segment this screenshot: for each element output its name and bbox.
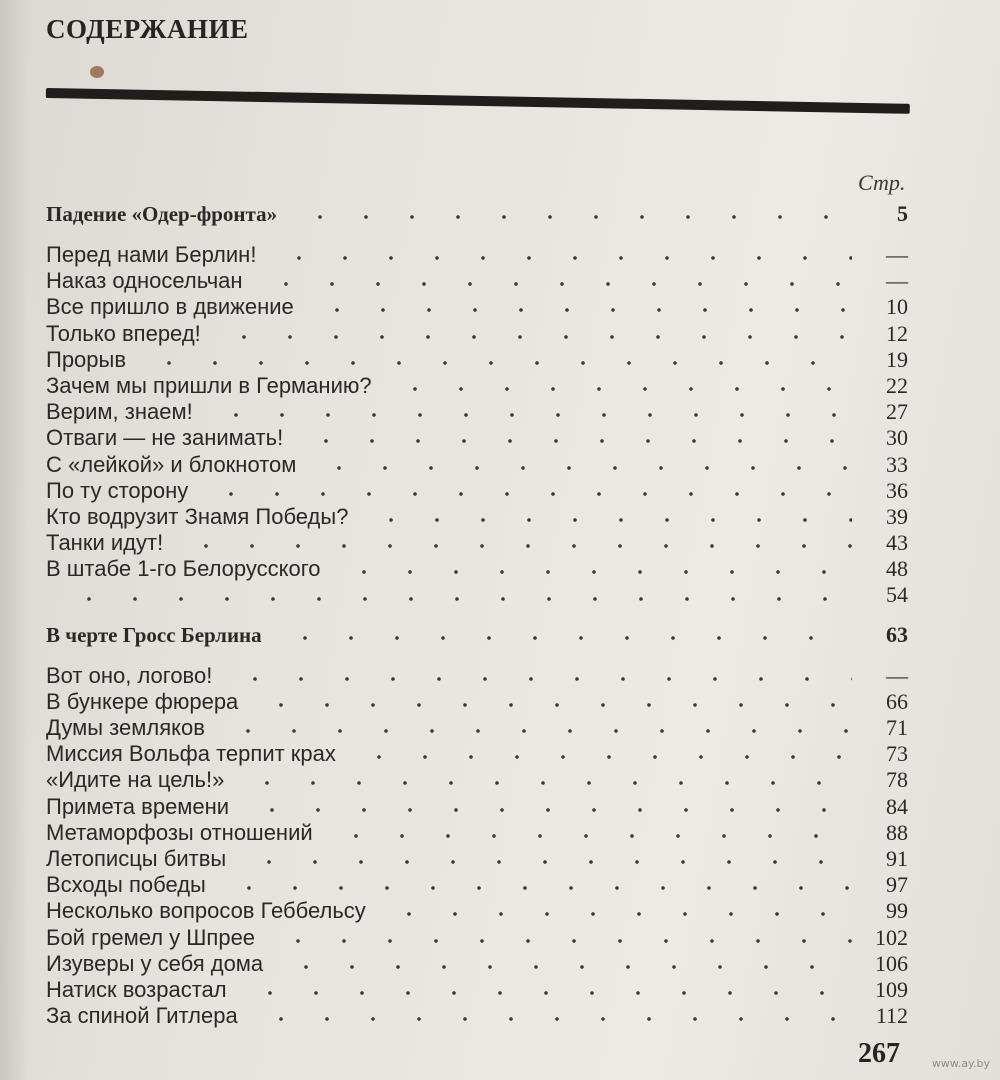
dot-leader	[237, 990, 852, 996]
toc-entry-page: 19	[886, 346, 908, 372]
heading-rule	[46, 88, 910, 114]
dot-leader	[56, 596, 852, 602]
dot-leader	[253, 281, 852, 287]
toc-entry-title: Летописцы битвы	[46, 845, 227, 871]
dot-leader	[306, 465, 852, 471]
toc-entry	[46, 794, 908, 820]
toc-entry-page: 106	[875, 950, 908, 976]
toc-entry-page: 22	[886, 372, 908, 398]
toc-entry-title: В бункере фюрера	[46, 688, 239, 714]
toc-entry-title: Миссия Вольфа терпит крах	[46, 741, 336, 767]
dot-leader	[215, 728, 852, 734]
toc-entry-page: —	[886, 268, 908, 294]
spine-shadow	[0, 0, 30, 1080]
toc-entry-page: 102	[875, 924, 908, 950]
page-column-header: Стр.	[858, 170, 906, 195]
toc-entry-page: 33	[886, 451, 908, 477]
toc-entry-page: 48	[886, 556, 908, 582]
toc-entry-title: Прорыв	[46, 346, 127, 372]
toc-entry-page: 12	[886, 320, 908, 346]
toc-entry	[46, 689, 908, 715]
dot-leader	[173, 543, 852, 549]
toc-entry-page: 54	[886, 582, 908, 608]
dot-leader	[198, 491, 852, 497]
toc-entry	[46, 294, 908, 320]
toc-entry-title: В черте Гросс Берлина	[46, 622, 262, 647]
toc-entry	[46, 951, 908, 977]
dot-leader	[203, 412, 852, 418]
toc-entry-page: 71	[886, 715, 908, 740]
toc-entry-page: 91	[886, 845, 908, 871]
toc-entry	[46, 530, 908, 556]
toc-entry-page: 66	[886, 688, 908, 714]
dot-leader	[265, 938, 852, 944]
toc-entry-title: Метаморфозы отношений	[46, 819, 313, 845]
dot-leader	[239, 807, 852, 813]
toc-entry-title: Падение «Одер-фронта»	[46, 202, 278, 226]
toc-entry	[46, 1003, 908, 1029]
toc-entry	[46, 242, 908, 268]
toc-entry-page: 84	[886, 793, 908, 819]
toc-entry-title: Наказ односельчан	[46, 268, 243, 294]
dot-leader	[358, 517, 852, 523]
toc-entry-page: 36	[886, 477, 908, 503]
dot-leader	[273, 964, 852, 970]
toc-entry-title: Примета времени	[46, 793, 230, 819]
toc-entry-page: 63	[886, 621, 908, 647]
toc-entry-title: Танки идут!	[46, 530, 164, 556]
toc-entry-title: В штабе 1-го Белорусского	[46, 556, 321, 582]
toc-entry	[46, 347, 908, 373]
toc-entry-page: 97	[886, 872, 908, 898]
toc-entry-title: Отваги — не занимать!	[46, 425, 284, 451]
toc-entry	[46, 399, 908, 425]
dot-leader	[211, 334, 852, 340]
toc-entry-title: За спиной Гитлера	[46, 1003, 238, 1029]
toc-section-heading	[46, 617, 908, 653]
toc-entry-page: 27	[886, 399, 908, 425]
dot-leader	[236, 859, 852, 865]
page-number: 267	[858, 1038, 900, 1069]
toc-entry-title: Только вперед!	[46, 320, 201, 346]
toc-entry-page: 109	[875, 976, 908, 1002]
toc-entry-title: Перед нами Берлин!	[46, 242, 257, 267]
dot-leader	[376, 911, 852, 917]
toc-entry-title: Думы земляков	[46, 715, 205, 740]
toc-entry	[46, 478, 908, 504]
dot-leader	[136, 360, 852, 366]
toc-entry-page: —	[886, 662, 908, 688]
toc-entry	[46, 820, 908, 846]
toc-entry-page: 39	[886, 503, 908, 529]
toc-entry	[46, 767, 908, 793]
toc-entry-title: Всходы победы	[46, 872, 206, 898]
dot-leader	[304, 307, 852, 313]
toc-entry	[46, 741, 908, 767]
toc-entry-page: —	[886, 242, 908, 267]
toc-entry-title: Вот оно, логово!	[46, 662, 213, 688]
toc-entry	[46, 663, 908, 689]
dot-leader	[272, 635, 852, 641]
toc-entry-page: 10	[886, 294, 908, 320]
dot-leader	[234, 780, 852, 786]
stain-mark	[90, 66, 104, 78]
toc-entry	[46, 898, 908, 924]
toc-entry	[46, 582, 908, 608]
toc-entry-title: Несколько вопросов Геббельсу	[46, 898, 366, 924]
dot-leader	[293, 438, 852, 444]
toc-entry	[46, 872, 908, 898]
toc-entry	[46, 846, 908, 872]
toc-entry-page: 5	[897, 201, 908, 226]
dot-leader	[323, 833, 852, 839]
toc-entry	[46, 556, 908, 582]
toc-entry	[46, 715, 908, 741]
toc-entry-title: Зачем мы пришли в Германию?	[46, 372, 372, 398]
toc-entry-page: 99	[886, 898, 908, 924]
toc-entry-title: Кто водрузит Знамя Победы?	[46, 503, 349, 529]
table-of-contents	[46, 196, 908, 1029]
dot-leader	[222, 676, 852, 682]
dot-leader	[382, 386, 852, 392]
toc-entry-page: 112	[875, 1003, 908, 1029]
toc-entry-title: «Идите на цель!»	[46, 767, 225, 793]
toc-entry-page: 43	[886, 530, 908, 556]
dot-leader	[248, 702, 852, 708]
toc-entry	[46, 977, 908, 1003]
toc-entry-title: По ту сторону	[46, 477, 189, 503]
toc-entry	[46, 425, 908, 451]
toc-entry-title: Все пришло в движение	[46, 294, 294, 320]
dot-leader	[248, 1016, 852, 1022]
toc-entry	[46, 452, 908, 478]
watermark: www.ay.by	[931, 1057, 990, 1070]
toc-section-heading	[46, 196, 908, 232]
dot-leader	[331, 569, 852, 575]
toc-entry-title: Натиск возрастал	[46, 976, 227, 1002]
dot-leader	[266, 255, 852, 261]
page-heading: СОДЕРЖАНИЕ	[46, 14, 249, 44]
toc-entry-title: Изуверы у себя дома	[46, 950, 264, 976]
toc-entry-title: Бой гремел у Шпрее	[46, 924, 256, 950]
toc-entry-page: 30	[886, 425, 908, 451]
dot-leader	[346, 754, 852, 760]
toc-entry	[46, 373, 908, 399]
dot-leader	[287, 214, 852, 220]
toc-entry	[46, 504, 908, 530]
toc-entry	[46, 268, 908, 294]
dot-leader	[216, 885, 852, 891]
toc-entry-page: 78	[886, 767, 908, 793]
toc-entry-title: С «лейкой» и блокнотом	[46, 451, 297, 477]
toc-entry	[46, 321, 908, 347]
toc-entry-page: 73	[886, 741, 908, 767]
toc-entry	[46, 925, 908, 951]
toc-entry-page: 88	[886, 819, 908, 845]
toc-entry-title: Верим, знаем!	[46, 399, 193, 425]
